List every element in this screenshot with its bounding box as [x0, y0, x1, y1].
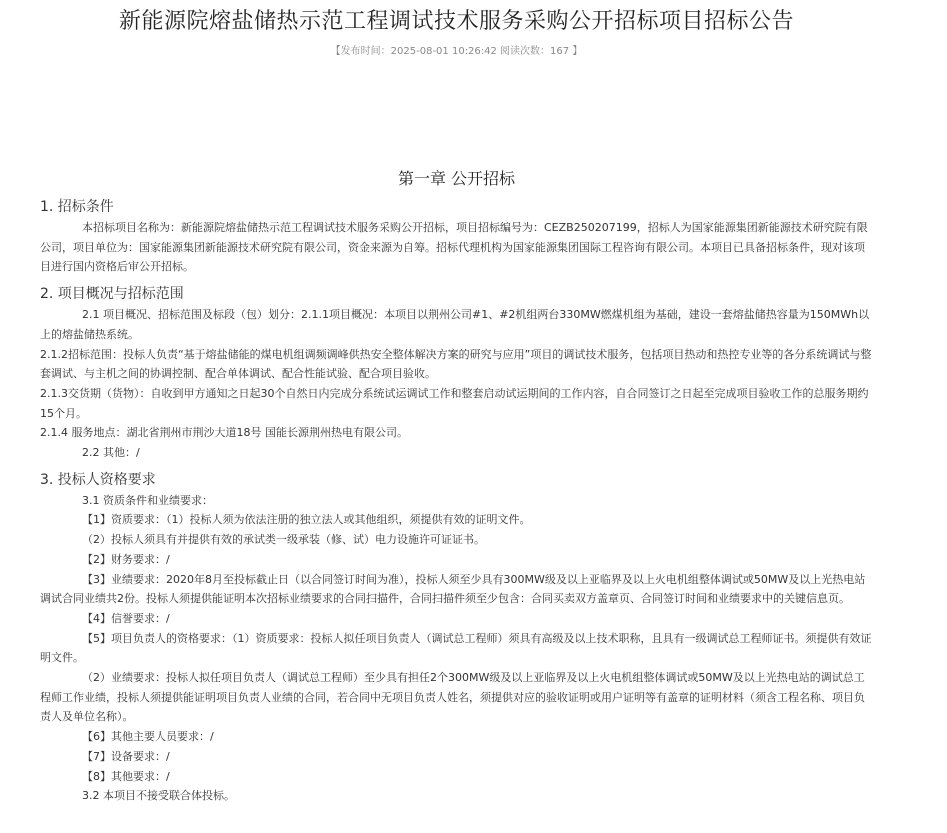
paragraph: 2.1.4 服务地点：湖北省荆州市荆沙大道18号 国能长源荆州热电有限公司。: [40, 426, 408, 440]
section-heading: 1. 招标条件: [40, 199, 114, 215]
paragraph: 3.2 本项目不接受联合体投标。: [82, 789, 235, 803]
publish-meta: 【发布时间：2025-08-01 10:26:42 阅读次数：167 】: [330, 46, 583, 57]
section-qualification: [40, 469, 872, 806]
paragraph: 【3】业绩要求：2020年8月至投标截止日（以合同签订时间为准），投标人须至少具有300MW级及以上亚临界及以上火电机组整体调试或50MW及以上光热电站调试合同业绩共2份。投标人须提供能证明本次招标业绩要求的合同扫描件，合同扫描件须至少包含：合同买卖双方盖章页、合同签订时间和业绩要求中的关键信息页。: [40, 572, 866, 606]
paragraph: 【2】财务要求：/: [82, 552, 170, 566]
section-project-overview: [40, 283, 872, 463]
paragraph: 2.1.2招标范围：投标人负责“基于熔盐储能的煤电机组调频调峰供热安全整体解决方案的研究与应用”项目的调试技术服务，包括项目热动和热控专业等的各分系统调试与整套调试、与主机之间的协调控制、配合单体调试、配合性能试验、配合项目验收。: [40, 347, 872, 381]
paragraph: 2.1.3交货期（货物）：自收到甲方通知之日起30个自然日内完成分系统试运调试工作和整套启动试运期间的工作内容，自合同签订之日起至完成项目验收工作的总服务期约15个月。: [40, 386, 869, 420]
paragraph: 【5】项目负责人的资格要求：（1）资质要求：投标人拟任项目负责人（调试总工程师）须具有高级及以上技术职称，且具有一级调试总工程师证书。须提供有效证明文件。: [40, 631, 872, 665]
paragraph: 【7】设备要求：/: [82, 749, 170, 763]
chapter-title: 第一章 公开招标: [397, 169, 516, 188]
paragraph: 【1】资质要求：（1）投标人须为依法注册的独立法人或其他组织，须提供有效的证明文件。: [82, 513, 531, 527]
section-heading: 2. 项目概况与招标范围: [40, 286, 184, 303]
paragraph: 【8】其他要求：/: [82, 769, 170, 783]
section-bidding-conditions: [40, 196, 872, 277]
paragraph: 2.2 其他：/: [82, 446, 140, 460]
paragraph: 【4】信誉要求：/: [82, 611, 170, 625]
announcement-body: [40, 196, 872, 806]
paragraph: 本招标项目名称为：新能源院熔盐储热示范工程调试技术服务采购公开招标，项目招标编号为：CEZB250207199，招标人为国家能源集团新能源技术研究院有限公司，项目单位为：国家能源集团新能源技术研究院有限公司，资金来源为自筹。招标代理机构为国家能源集团国际工程咨询有限公司。本项目已具备招标条件，现对该项目进行国内资格后审公开招标。: [40, 221, 868, 274]
paragraph: （2）投标人须具有并提供有效的承试类一级承装（修、试）电力设施许可证证书。: [82, 533, 485, 547]
paragraph: 2.1 项目概况、招标范围及标段（包）划分：2.1.1项目概况：本项目以荆州公司#1、#2机组两台330MW燃煤机组为基础，建设一套熔盐储热容量为150MWh以上的熔盐储热系统。: [40, 308, 870, 341]
paragraph: 3.1 资质条件和业绩要求：: [82, 493, 213, 507]
section-heading: 3. 投标人资格要求: [40, 471, 156, 488]
page-title: 新能源院熔盐储热示范工程调试技术服务采购公开招标项目招标公告: [118, 9, 794, 34]
paragraph: 【6】其他主要人员要求：/: [82, 730, 214, 744]
paragraph: （2）业绩要求：投标人拟任项目负责人（调试总工程师）至少具有担任2个300MW级及以上亚临界及以上火电机组整体调试或50MW及以上光热电站的调试总工程师工作业绩，投标人须提供能证明项目负责人业绩的合同，若合同中无项目负责人姓名，须提供对应的验收证明或用户证明等有盖章的证明材料（须含工程名称、项目负责人及单位名称）。: [40, 671, 865, 724]
